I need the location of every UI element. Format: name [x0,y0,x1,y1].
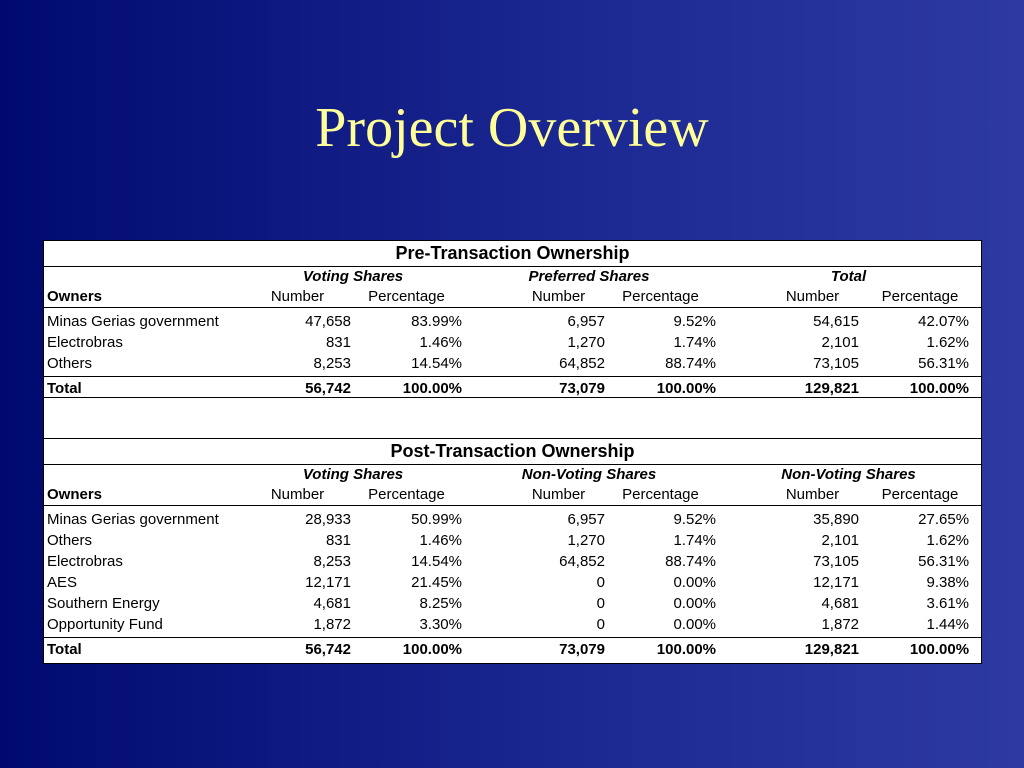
voting-percentage: 3.30% [419,616,462,633]
percentage-header: Percentage [881,288,959,305]
percentage-header: Percentage [368,288,445,305]
total-percentage: 56.31% [918,553,970,570]
nonvoting-number: 0 [596,574,605,591]
number-header: Number [270,486,325,503]
total-number: 73,105 [813,553,860,570]
table-row [44,506,981,531]
nonvoting-percentage: 100.00% [656,641,717,658]
voting-number: 1,872 [313,616,351,633]
total-percentage: 1.62% [926,532,970,549]
voting-percentage: 8.25% [419,595,462,612]
preferred-percentage: 1.74% [673,334,716,351]
group-header: Non-Voting Shares [521,466,657,483]
voting-percentage: 14.54% [411,355,462,372]
total-label: Total [47,641,82,658]
nonvoting-percentage: 0.00% [673,595,717,612]
nonvoting-percentage: 9.52% [673,511,717,528]
pre-transaction-grid [44,267,981,400]
column-header-row [44,485,981,506]
voting-number: 56,742 [305,641,351,658]
total-percentage: 100.00% [909,380,969,397]
preferred-percentage: 9.52% [673,313,716,330]
total-number: 129,821 [804,380,859,397]
percentage-header: Percentage [622,486,699,503]
total-percentage: 27.65% [918,511,970,528]
owner-name: Electrobras [47,553,123,570]
nonvoting-number: 6,957 [567,511,605,528]
table-spacer [43,398,982,438]
number-header: Number [785,288,840,305]
nonvoting-number: 73,079 [559,641,605,658]
post-transaction-title: Post-Transaction Ownership [44,439,981,465]
owner-name: Electrobras [47,334,123,351]
total-percentage: 100.00% [909,641,970,658]
voting-number: 56,742 [305,380,351,397]
group-header: Voting Shares [302,466,404,483]
total-number: 73,105 [813,355,859,372]
total-percentage: 56.31% [918,355,969,372]
blank-cell [44,267,244,287]
voting-number: 831 [325,532,351,549]
group-header: Total [830,268,867,285]
total-percentage: 9.38% [926,574,970,591]
total-number: 2,101 [821,334,859,351]
table-row [44,593,981,614]
voting-number: 831 [325,334,351,351]
preferred-number: 73,079 [559,380,605,397]
pre-transaction-table [43,240,982,398]
number-header: Number [531,288,586,305]
preferred-number: 64,852 [559,355,605,372]
voting-number: 47,658 [305,313,351,330]
slide-title: Project Overview [315,97,709,159]
voting-number: 8,253 [313,553,351,570]
total-percentage: 1.62% [926,334,969,351]
nonvoting-number: 64,852 [559,553,605,570]
nonvoting-percentage: 88.74% [665,553,717,570]
voting-number: 12,171 [305,574,351,591]
voting-percentage: 1.46% [419,532,462,549]
post-transaction-table [43,438,982,664]
total-percentage: 42.07% [918,313,969,330]
post-transaction-grid [44,465,981,661]
number-header: Number [270,288,325,305]
group-header: Voting Shares [302,268,404,285]
voting-number: 28,933 [305,511,351,528]
pre-transaction-title: Pre-Transaction Ownership [44,241,981,267]
total-number: 4,681 [821,595,860,612]
voting-percentage: 83.99% [411,313,462,330]
nonvoting-percentage: 0.00% [673,616,717,633]
owner-name: Others [47,532,93,549]
total-row [44,377,981,401]
number-header: Number [531,486,586,503]
percentage-header: Percentage [368,486,445,503]
table-row [44,530,981,551]
nonvoting-percentage: 1.74% [673,532,717,549]
owners-header: Owners [47,486,103,503]
total-percentage: 1.44% [926,616,970,633]
voting-number: 4,681 [313,595,351,612]
group-header-row [44,267,981,287]
table-row [44,614,981,638]
voting-percentage: 14.54% [411,553,462,570]
percentage-header: Percentage [881,486,959,503]
voting-percentage: 50.99% [411,511,462,528]
group-header-row [44,465,981,485]
table-row [44,308,981,333]
total-number: 12,171 [813,574,860,591]
total-number: 129,821 [804,641,860,658]
group-header: Non-Voting Shares [781,466,916,483]
total-number: 35,890 [813,511,860,528]
table-row [44,353,981,377]
owner-name: Minas Gerias government [47,313,219,330]
nonvoting-number: 0 [596,595,605,612]
total-label: Total [47,380,82,397]
voting-percentage: 21.45% [411,574,462,591]
percentage-header: Percentage [622,288,699,305]
owner-name: AES [47,574,78,591]
total-number: 2,101 [821,532,860,549]
table-row [44,551,981,572]
number-header: Number [785,486,840,503]
table-row [44,572,981,593]
total-row [44,638,981,662]
owner-name: Southern Energy [47,595,160,612]
owner-name: Opportunity Fund [47,616,163,633]
total-percentage: 3.61% [926,595,970,612]
voting-number: 8,253 [313,355,351,372]
nonvoting-percentage: 0.00% [673,574,717,591]
nonvoting-number: 0 [596,616,605,633]
preferred-number: 1,270 [567,334,605,351]
preferred-percentage: 88.74% [665,355,716,372]
preferred-number: 6,957 [567,313,605,330]
blank-cell [44,465,244,485]
total-number: 54,615 [813,313,859,330]
column-header-row [44,287,981,308]
owner-name: Others [47,355,93,372]
nonvoting-number: 1,270 [567,532,605,549]
voting-percentage: 100.00% [402,380,462,397]
owners-header: Owners [47,288,103,305]
table-row [44,332,981,353]
owner-name: Minas Gerias government [47,511,219,528]
total-number: 1,872 [821,616,860,633]
voting-percentage: 100.00% [402,641,462,658]
group-header: Preferred Shares [528,268,650,285]
preferred-percentage: 100.00% [656,380,716,397]
voting-percentage: 1.46% [419,334,462,351]
